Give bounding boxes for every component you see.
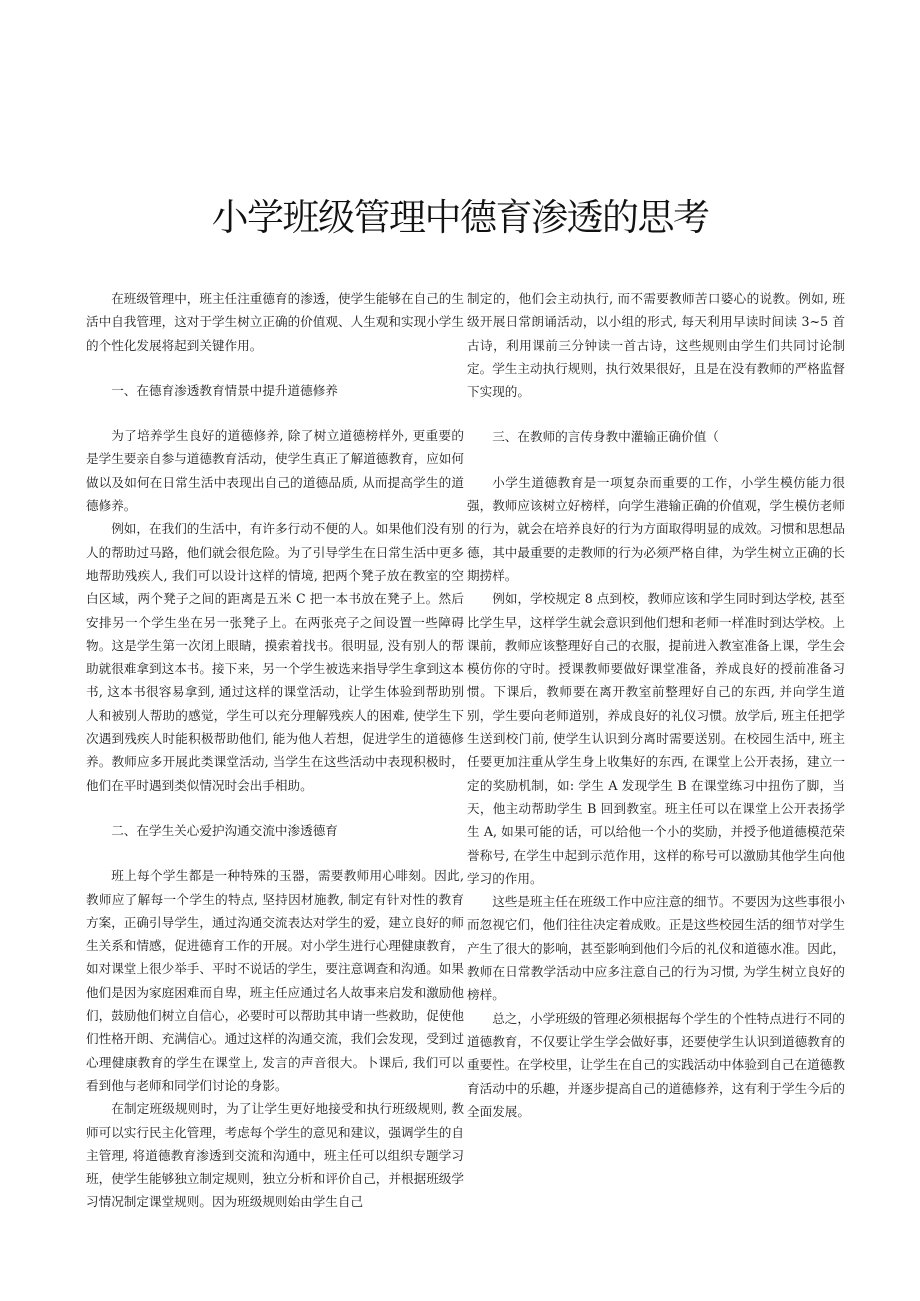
paragraph-intro: 在班级管理中，班主任注重德育的渗透，使学生能够在自己的生活中自我管理，这对于学生树立正确的价值观、人生观和实现小学生的个性化发展将起到关键作用。 (86, 291, 464, 353)
section-heading-1: 一、在德育渗透教育情景中提升道德修养 (111, 382, 338, 398)
left-column (86, 287, 464, 1214)
paragraph: 班上每个学生都是一种特殊的玉器，需要教师用心啡刻。因此, 教师应了解每一个学生的特点, 坚持因材施教, 制定有针对性的教育方案，正确引导学生，通过沟通交流表达对学生的爱，建立良好的师生关系和情感，促进德育工作的开展。对小学生进行心理健康教育，如对课堂上很少举手、平时不说话的学生，要注意调查和沟通。如果他们是因为家庭困难而自卑，班主任应通过名人故事来启发和激励他们，鼓励他们树立自信心，必要时可以帮助其申请一些救助，促使他们性格开朗、充满信心。通过这样的沟通交流，我们会发现，受到过心理健康教育的学生在课堂上, 发言的声音很大。卜课后, 我们可以看到他与老师和同学们讨论的身影。 (86, 868, 464, 1093)
paragraph: 小学生道德教育是一项复杂而重要的工作，小学生模仿能力很强，教师应该树立好榜样，向学生港输正确的价值观，学生模仿老师的行为，就会在培养良好的行为方面取得明显的成效。习惯和思想品德，其中最重要的走教师的行为必须严格自律，为学生树立正确的长期捞样。 (467, 474, 845, 583)
paragraph: 为了培养学生良好的道德修养, 除了树立道德榜样外, 更重要的是学生要亲自参与道德教育活动，使学生真正了解道德教育，应如何做以及如何在日常生活中表现出自己的道德品质, 从而提高学生的道德修养。 (86, 428, 464, 514)
section-heading-3: 三、在教师的言传身教中灌输正确价值（ (492, 429, 719, 445)
paragraph-continued: 制定的，他们会主动执行, 而不需要教师苦口婆心的说教。例如, 班级开展日常朗诵活动，以小组的形式, 每天利用早读时间读 3~5 首古诗，利用课前三分钟读一首古诗，这些规则由学生们共同讨论制定。学生主动执行规则，执行效果很好，且是在没有教师的严格监督下实现的。 (467, 291, 845, 400)
paragraph: 在制定班级规则时，为了让学生更好地接受和执行班级规则, 教师可以实行民主化管理，考虑每个学生的意见和建议，强调学生的自主管理, 将道德教育渗透到交流和沟通中，班主任可以组织专题学习班，使学生能够独立制定规则，独立分析和评价自己，并根据班级学习情况制定课堂规则。因为班级规则始由学生自己 (86, 1101, 464, 1210)
paragraph-conclusion: 总之，小学班级的管理必须根据每个学生的个性特点进行不同的道德教育，不仅要让学生学会做好事，还要使学生认识到道德教育的重要性。在学校里，让学生在自己的实践活动中体验到自己在道德教育活动中的乐趣，并逐步提高自己的道德修养，这有利于学生今后的全面发展。 (467, 1010, 845, 1119)
right-column (467, 287, 845, 1123)
document-title: 小学班级管理中德育渗透的思考 (211, 196, 709, 239)
paragraph: 例如，在我们的生活中，有许多行动不便的人。如果他们没有别人的帮助过马路，他们就会很危险。为了引导学生在日常生活中更多地帮助残疾人, 我们可以设计这样的情境, 把两个凳子放在教室的空白区域，两个凳子之间的距离是五米 C 把一本书放在凳子上。然后安排另一个学生坐在另一张凳子上。在两张亮子之间设置一些障碍物。这是学生第一次闭上眼睛，摸索着找书。很明显, 没有别人的帮助就很难拿到这本书。接下来，另一个学生被选来指导学生拿到这本书, 这本书很容易拿到, 通过这样的课堂活动，让学生体验到帮助别人和被别人帮助的感觉，学生可以充分理解残疾人的困难, 使学生下次遇到残疾人时能积极帮助他们, 能为他人若想，促进学生的道德修养。教师应多开展此类课堂活动, 当学生在这些活动中表现积极时，他们在平时遇到类似情况时会出手相助。 (86, 521, 464, 793)
paragraph: 例如，学校规定 8 点到校，教师应该和学生同时到达学校, 甚至比学生早，这样学生就会意识到他们想和老师一样准时到达学校。上课前，教师应该整理好自己的衣服，提前进入教室准备上课，学生会模仿你的守时。授课教师要做好课堂准备，养成良好的授前准备习惯。下课后，教师要在离开教室前整理好自己的东西, 并向学生道别，学生要向老师道别，养成良好的礼仪习惯。放学后, 班主任把学生送到校门前, 使学生认识到分离时需要送别。在校园生活中, 班主任要更加注重从学生身上收集好的东西, 在课堂上公开表扬，建立一定的奖励机制，如: 学生 A 发现学生 B 在课堂练习中扭伤了脚，当天，他主动帮助学生 B 回到教室。班主任可以在课堂上公开表扬学生 A, 如果可能的话，可以给他一个小的奖励，并授予他道德模范荣誉称号, 在学生中起到示范作用，这样的称号可以激励其他学生向他学习的作用。 (467, 591, 845, 886)
section-heading-2: 二、在学生关心爱护沟通交流中渗透德育 (111, 822, 338, 838)
paragraph: 这些是班主任在班级工作中应注意的细节。不要因为这些事很小而忽视它们，他们往往决定着成败。正是这些校园生活的细节对学生产生了很大的影响，甚至影响到他们今后的礼仪和道德水准。因此，教师在日常教学活动中应多注意自己的行为习惯, 为学生树立良好的榜样。 (467, 894, 845, 1003)
